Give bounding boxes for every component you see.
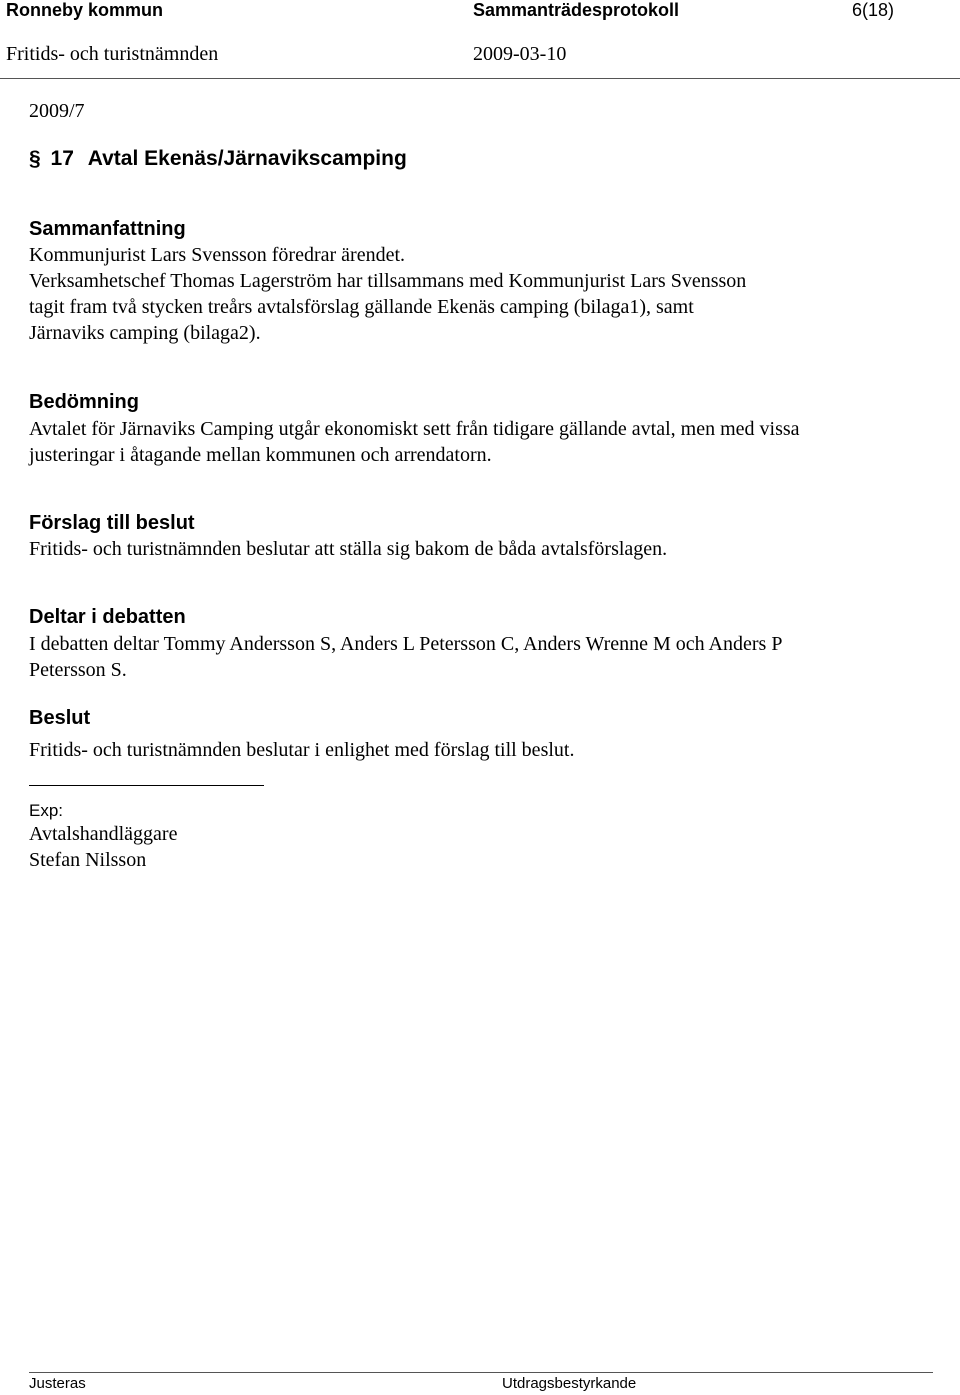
footer-divider xyxy=(29,1372,933,1373)
proposal-line: Fritids- och turistnämnden beslutar att ställa sig bakom de båda avtalsförslagen. xyxy=(29,538,668,560)
assessment-line: justeringar i åtagande mellan kommunen och arrendatorn. xyxy=(29,444,492,466)
item-title xyxy=(29,147,407,171)
summary-paragraph xyxy=(29,242,929,346)
decision-paragraph xyxy=(29,737,929,763)
assessment-heading: Bedömning xyxy=(29,391,139,413)
summary-line: Järnaviks camping (bilaga2). xyxy=(29,322,261,344)
proposal-heading: Förslag till beslut xyxy=(29,512,195,534)
distribution-recipient: Avtalshandläggare xyxy=(29,823,178,845)
summary-line: tagit fram två stycken treårs avtalsförslag gällande Ekenäs camping (bilaga1), samt xyxy=(29,296,694,318)
assessment-paragraph xyxy=(29,416,929,468)
section-sign-icon: § xyxy=(29,147,41,170)
debate-line: Petersson S. xyxy=(29,659,127,681)
assessment-line: Avtalet för Järnaviks Camping utgår ekonomiskt sett från tidigare gällande avtal, men med vissa xyxy=(29,418,800,440)
debate-paragraph xyxy=(29,631,929,683)
municipality-name: Ronneby kommun xyxy=(6,0,164,20)
proposal-paragraph xyxy=(29,536,929,562)
signature-line xyxy=(29,785,264,786)
summary-heading: Sammanfattning xyxy=(29,218,186,240)
summary-line: Verksamhetschef Thomas Lagerström har tillsammans med Kommunjurist Lars Svensson xyxy=(29,270,747,292)
debate-line: I debatten deltar Tommy Andersson S, Anders L Petersson C, Anders Wrenne M och Anders P xyxy=(29,633,783,655)
document-type: Sammanträdesprotokoll xyxy=(473,0,680,20)
footer-utdragsbestyrkande: Utdragsbestyrkande xyxy=(502,1375,637,1392)
debate-heading: Deltar i debatten xyxy=(29,606,186,628)
case-number: 2009/7 xyxy=(29,100,85,122)
page-number: 6(18) xyxy=(852,0,895,20)
decision-heading: Beslut xyxy=(29,707,91,729)
item-title-text: Avtal Ekenäs/Järnavikscamping xyxy=(87,147,407,170)
committee-name: Fritids- och turistnämnden xyxy=(6,43,219,65)
summary-line: Kommunjurist Lars Svensson föredrar ärendet. xyxy=(29,244,406,266)
distribution-recipient: Stefan Nilsson xyxy=(29,849,147,871)
header-divider xyxy=(0,78,960,79)
item-number: 17 xyxy=(50,147,74,170)
footer-justeras: Justeras xyxy=(29,1375,86,1392)
decision-line: Fritids- och turistnämnden beslutar i enlighet med förslag till beslut. xyxy=(29,739,575,761)
distribution-list xyxy=(29,821,929,873)
meeting-date: 2009-03-10 xyxy=(473,43,567,65)
distribution-label: Exp: xyxy=(29,801,64,820)
